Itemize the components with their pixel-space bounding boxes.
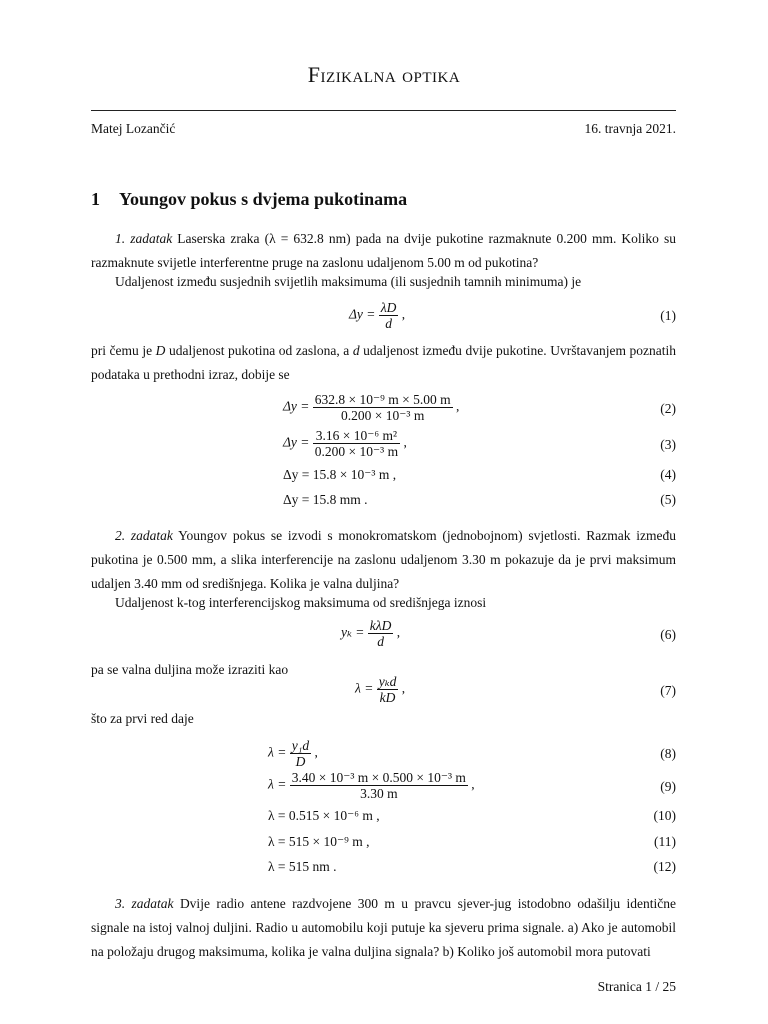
equation-lhs: yₖ = (341, 624, 365, 640)
problem-2-text: Youngov pokus se izvodi s monokromatskom (jednobojnom) svjetlosti. Razmak između pukotina je 0.500 mm, a slika interferencije na zaslonu udaljenom 3.30 m pokazuje da je prvi maksimum udaljen 3.40 mm od središnjega. Kolika je valna duljina? (91, 528, 676, 591)
numerator: 632.8 × 10⁻⁹ m × 5.00 m (314, 392, 451, 407)
problem-1-intro: Udaljenost između susjednih svijetlih maksimuma (ili susjednih tamnih minimuma) je (115, 274, 582, 289)
fraction (368, 618, 394, 649)
denominator: d (377, 634, 384, 649)
equation-tail: , (403, 434, 407, 450)
equation-7 (355, 674, 405, 705)
numerator: 3.40 × 10⁻³ m × 0.500 × 10⁻³ m (291, 770, 466, 785)
problem-1-screen-distance: 5.00 m (427, 255, 465, 270)
equation-3 (283, 428, 407, 459)
equation-6 (341, 618, 400, 649)
equation-number-8: (8) (660, 746, 676, 761)
equation-lhs: Δy = (283, 434, 310, 450)
equation-12: λ = 515 nm . (268, 859, 337, 874)
equation-5: Δy = 15.8 mm . (283, 492, 368, 507)
document-date: 16. travnja 2021. (584, 121, 676, 136)
equation-2 (283, 392, 459, 423)
problem-1-label: 1. zadatak (115, 231, 173, 246)
equation-lhs: λ = (355, 680, 374, 696)
page-number: Stranica 1 / 25 (597, 979, 676, 994)
equation-tail: , (455, 398, 460, 414)
fraction (313, 392, 453, 423)
denominator: kD (379, 690, 396, 705)
explanation-text: udaljenost pukotina od zaslona, a (165, 343, 353, 358)
equation-number-11: (11) (654, 834, 676, 849)
numerator: yₖd (378, 674, 397, 689)
problem-3-text: Dvije radio antene razdvojene 300 m u pravcu sjever-jug istodobno odašilju identične signale na istoj valnoj duljini. Radio u automobilu koji putuje ka sjeveru prima signale. a) Ako je automobil na položaju drugog maksimuma, kolika je valna duljina signala? b) Koliko još automobil mora putovati (91, 896, 676, 959)
denominator: d (385, 316, 392, 331)
equation-number-1: (1) (660, 308, 676, 323)
variable-D: D (155, 343, 166, 358)
equation-number-12: (12) (653, 859, 676, 874)
problem-1-slit-distance: 0.200 mm (556, 231, 613, 246)
equation-lhs: Δy = (349, 306, 376, 322)
section-heading (91, 189, 407, 210)
equation-lhs: λ = (268, 776, 287, 792)
equation-lhs: λ = (268, 744, 287, 760)
problem-1-text: . Koliko su razmaknute svijetle interferentne pruge na zaslonu udaljenom (91, 231, 676, 270)
problem-1-lambda: λ = 632.8 nm (269, 231, 347, 246)
equation-number-6: (6) (660, 627, 676, 642)
document-title: Fizikalna optika (307, 62, 461, 87)
equation-11: λ = 515 × 10⁻⁹ m , (268, 834, 370, 849)
problem-1-text: Laserska zraka ( (172, 231, 270, 246)
problem-2-intro: Udaljenost k-tog interferencijskog maksimuma od središnjega iznosi (115, 595, 487, 610)
fraction (290, 770, 468, 801)
problem-3-statement (91, 892, 676, 964)
problem-2-transition: pa se valna duljina može izraziti kao (91, 662, 289, 677)
problem-2-label: 2. zadatak (115, 528, 173, 543)
section-number: 1 (91, 189, 100, 209)
problem-1-explanation (91, 339, 676, 387)
equation-tail: , (396, 624, 401, 640)
section-title: Youngov pokus s dvjema pukotinama (119, 189, 408, 209)
equation-4: Δy = 15.8 × 10⁻³ m , (283, 467, 397, 482)
equation-lhs: Δy = (283, 398, 310, 414)
equation-1 (349, 300, 405, 331)
fraction (290, 738, 311, 769)
equation-number-3: (3) (660, 437, 676, 452)
fraction (377, 674, 399, 705)
author-name: Matej Lozančić (91, 121, 176, 136)
equation-number-10: (10) (653, 808, 676, 823)
denominator: 0.200 × 10⁻³ m (341, 408, 425, 423)
problem-2-first-order: što za prvi red daje (91, 711, 194, 726)
equation-number-4: (4) (660, 467, 676, 482)
explanation-text: udaljenost između dvije pukotine. Uvrštavanjem poznatih podataka u prethodni izraz, dobije se (91, 343, 676, 382)
denominator: 0.200 × 10⁻³ m (314, 444, 399, 459)
equation-10: λ = 0.515 × 10⁻⁶ m , (268, 808, 380, 823)
denominator: 3.30 m (360, 786, 398, 801)
numerator: 3.16 × 10⁻⁶ m² (313, 428, 400, 444)
equation-number-5: (5) (660, 492, 676, 507)
equation-tail: , (401, 306, 406, 322)
problem-2-statement (91, 524, 676, 596)
variable-d: d (352, 343, 360, 358)
equation-tail: , (314, 744, 318, 760)
problem-1-text: ) pada na dvije pukotine razmaknute (346, 231, 557, 246)
header-rule (91, 110, 676, 111)
problem-1-statement (91, 227, 676, 275)
equation-9 (268, 770, 475, 801)
fraction (313, 428, 400, 459)
equation-number-2: (2) (660, 401, 676, 416)
numerator: λD (380, 300, 397, 315)
numerator: kλD (369, 618, 392, 633)
denominator: D (295, 754, 306, 769)
explanation-text: pri čemu je (91, 343, 156, 358)
equation-tail: , (471, 776, 475, 792)
equation-8 (268, 738, 318, 769)
equation-number-7: (7) (660, 683, 676, 698)
equation-number-9: (9) (660, 779, 676, 794)
numerator: y₁d (291, 738, 310, 753)
fraction (379, 300, 399, 331)
problem-3-label: 3. zadatak (115, 896, 174, 911)
problem-1-text: od pukotina? (464, 255, 539, 270)
equation-tail: , (401, 680, 406, 696)
